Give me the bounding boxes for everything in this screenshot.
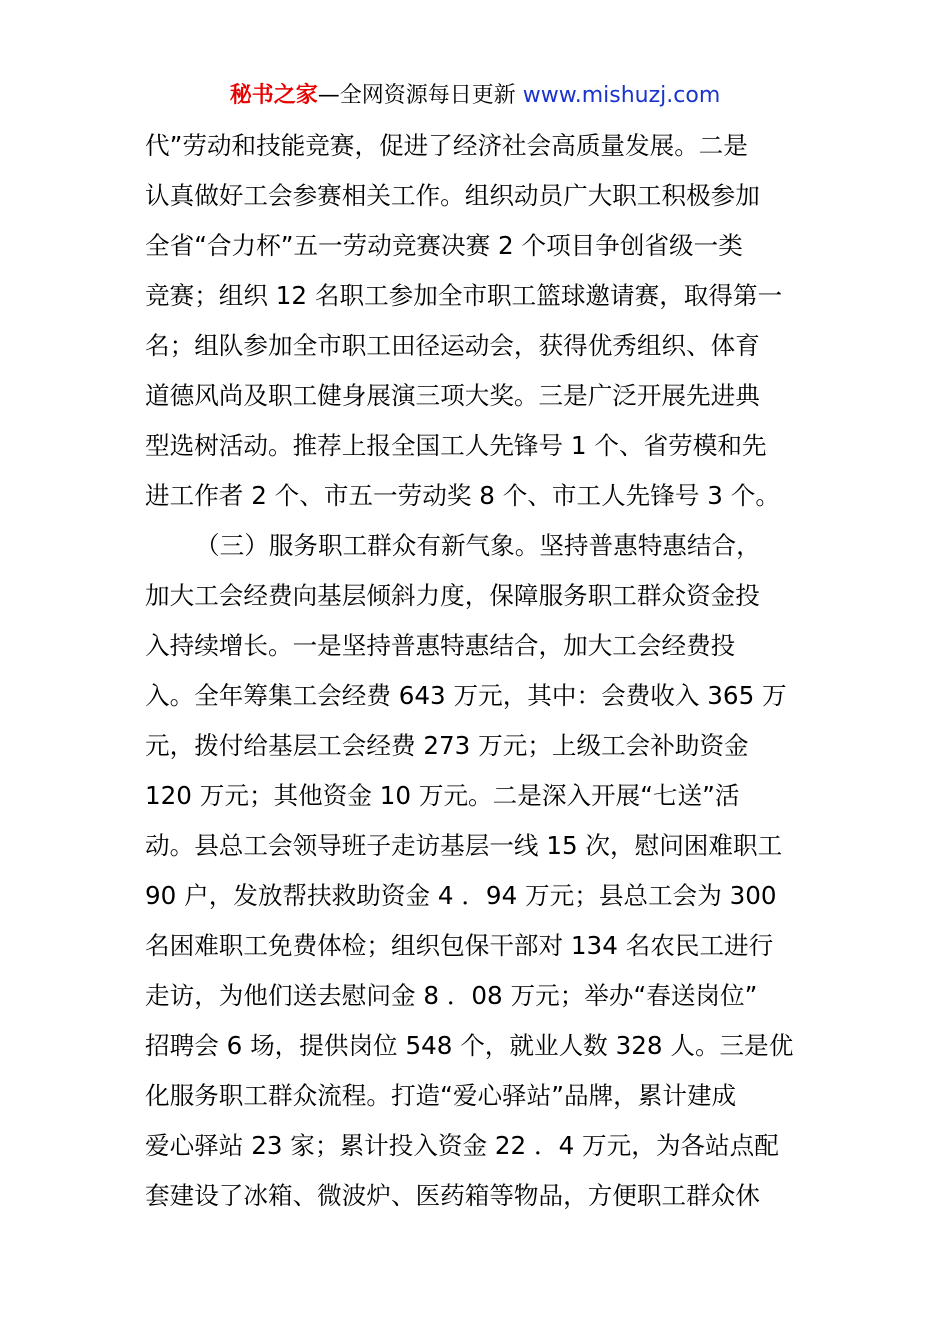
text-line: 化服务职工群众流程。打造“爱心驿站”品牌，累计建成 (145, 1081, 737, 1110)
text-line: 入。全年筹集工会经费 643 万元，其中：会费收入 365 万 (145, 681, 787, 710)
text-line: 120 万元；其他资金 10 万元。二是深入开展“七送”活 (145, 781, 740, 810)
text-line: 认真做好工会参赛相关工作。组织动员广大职工积极参加 (145, 181, 760, 210)
text-line: 招聘会 6 场，提供岗位 548 个，就业人数 328 人。三是优 (145, 1031, 794, 1060)
text-line: 竞赛；组织 12 名职工参加全市职工篮球邀请赛，取得第一 (145, 281, 783, 310)
text-line: 套建设了冰箱、微波炉、医药箱等物品，方便职工群众休 (145, 1181, 760, 1210)
site-url-link[interactable]: www.mishuzj.com (522, 83, 721, 108)
text-line: 进工作者 2 个、市五一劳动奖 8 个、市工人先锋号 3 个。 (145, 481, 780, 510)
text-line: 加大工会经费向基层倾斜力度，保障服务职工群众资金投 (145, 581, 760, 610)
text-line: 型选树活动。推荐上报全国工人先锋号 1 个、省劳模和先 (145, 431, 767, 460)
text-line: 90 户，发放帮扶救助资金 4 ．94 万元；县总工会为 300 (145, 881, 777, 910)
text-line: 代”劳动和技能竞赛，促进了经济社会高质量发展。二是 (145, 131, 748, 160)
text-line: 动。县总工会领导班子走访基层一线 15 次，慰问困难职工 (145, 831, 783, 860)
site-brand: 秘书之家 (229, 83, 318, 108)
text-line: 入持续增长。一是坚持普惠特惠结合，加大工会经费投 (145, 631, 736, 660)
site-tagline: —全网资源每日更新 (317, 83, 516, 108)
section-heading-line: （三）服务职工群众有新气象。坚持普惠特惠结合， (195, 531, 761, 560)
text-line: 全省“合力杯”五一劳动竞赛决赛 2 个项目争创省级一类 (145, 231, 743, 260)
site-header (0, 80, 950, 112)
text-line: 名困难职工免费体检；组织包保干部对 134 名农民工进行 (145, 931, 774, 960)
text-line: 名；组队参加全市职工田径运动会，获得优秀组织、体育 (145, 331, 760, 360)
text-line: 元，拨付给基层工会经费 273 万元；上级工会补助资金 (145, 731, 749, 760)
document-body (145, 121, 815, 1221)
text-line: 爱心驿站 23 家；累计投入资金 22 ．4 万元，为各站点配 (145, 1131, 779, 1160)
text-line: 道德风尚及职工健身展演三项大奖。三是广泛开展先进典 (145, 381, 760, 410)
text-line: 走访，为他们送去慰问金 8 ．08 万元；举办“春送岗位” (145, 981, 758, 1010)
